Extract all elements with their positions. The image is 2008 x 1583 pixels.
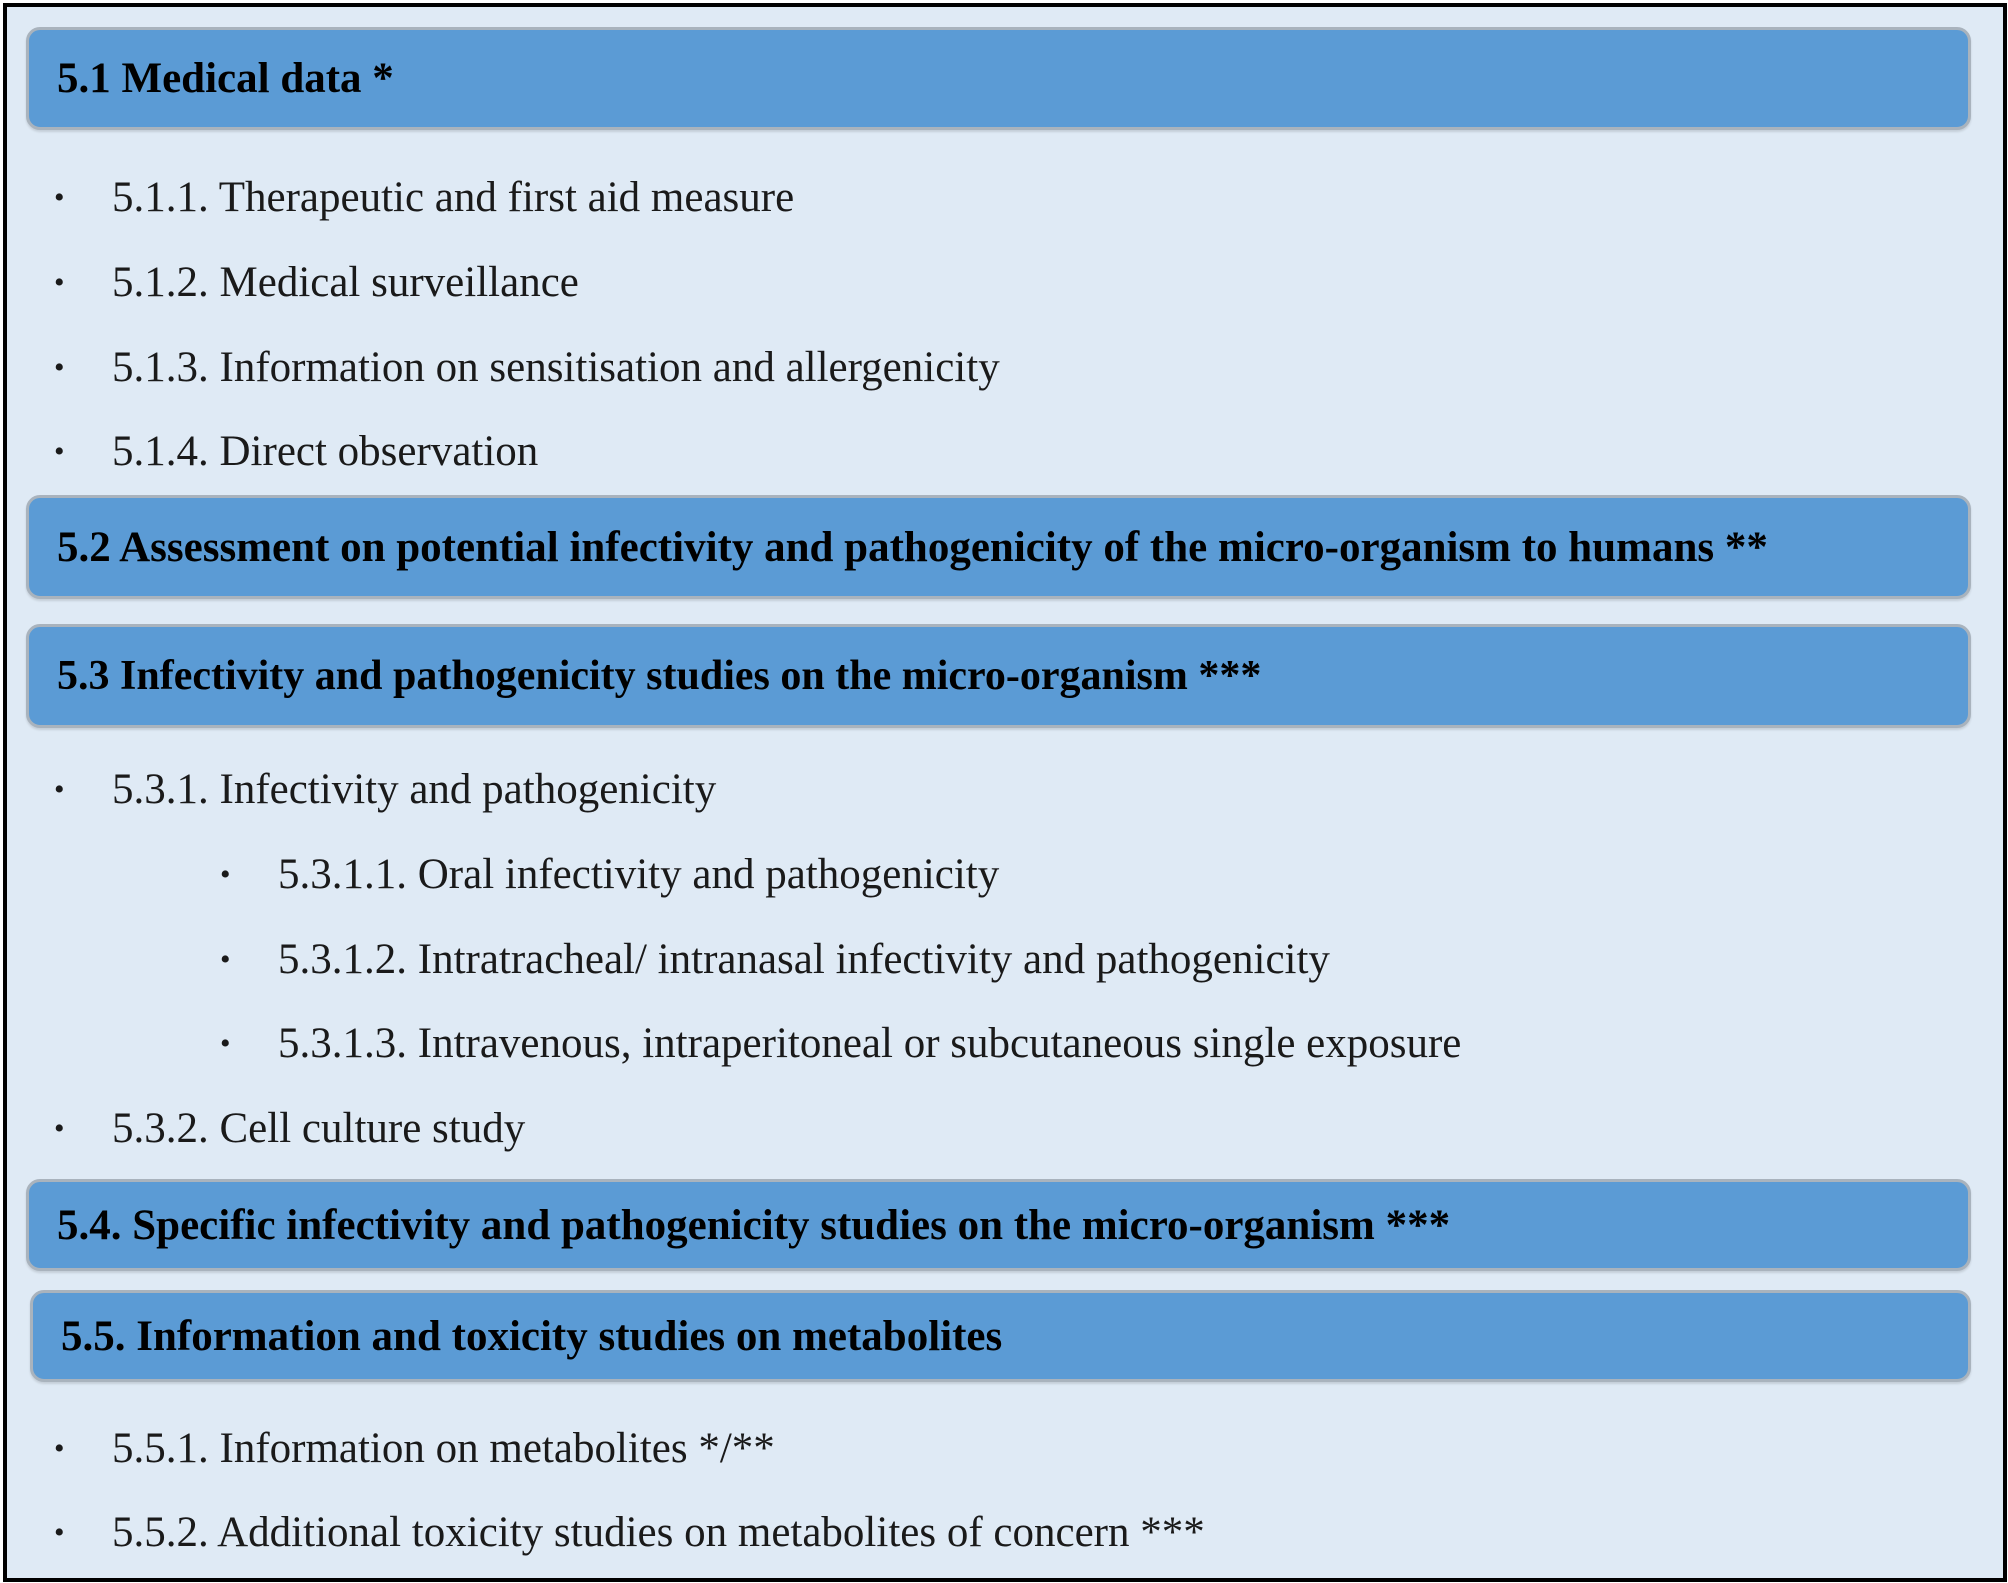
bullet-icon: • [54, 1112, 65, 1145]
bullet-icon: • [220, 943, 231, 976]
section-title-5-2: 5.2 Assessment on potential infectivity and pathogenicity of the micro-organism to humans ** [57, 523, 1768, 571]
bullet-icon: • [54, 435, 65, 468]
bullet-icon: • [220, 858, 231, 891]
section-title-5-4: 5.4. Specific infectivity and pathogenicity studies on the micro-organism *** [57, 1201, 1451, 1249]
list-item-5-1-2: 5.1.2. Medical surveillance [112, 259, 579, 306]
bullet-icon: • [54, 266, 65, 299]
bullet-icon: • [54, 773, 65, 806]
bullet-icon: • [54, 1516, 65, 1549]
section-header-5-3 [26, 624, 1971, 728]
list-item-5-3-1-3: 5.3.1.3. Intravenous, intraperitoneal or subcutaneous single exposure [278, 1020, 1462, 1067]
section-header-5-2 [26, 495, 1971, 599]
list-item-5-1-3: 5.1.3. Information on sensitisation and allergenicity [112, 344, 1000, 391]
list-item-5-5-1: 5.5.1. Information on metabolites */** [112, 1425, 775, 1472]
section-title-5-3: 5.3 Infectivity and pathogenicity studies on the micro-organism *** [57, 653, 1262, 699]
list-item-5-3-1-2: 5.3.1.2. Intratracheal/ intranasal infectivity and pathogenicity [278, 936, 1330, 983]
section-title-5-1: 5.1 Medical data * [57, 55, 394, 102]
bullet-icon: • [54, 181, 65, 214]
bullet-icon: • [54, 1432, 65, 1465]
section-header-5-4 [26, 1179, 1971, 1271]
bullet-icon: • [54, 351, 65, 384]
section-title-5-5: 5.5. Information and toxicity studies on metabolites [61, 1312, 1003, 1360]
bullet-icon: • [220, 1027, 231, 1060]
section-header-5-1 [26, 27, 1971, 130]
list-item-5-3-1-1: 5.3.1.1. Oral infectivity and pathogenicity [278, 851, 1000, 898]
list-item-5-1-1: 5.1.1. Therapeutic and first aid measure [112, 174, 795, 221]
list-item-5-5-2: 5.5.2. Additional toxicity studies on metabolites of concern *** [112, 1509, 1205, 1556]
section-header-5-5 [30, 1290, 1971, 1382]
list-item-5-3-2: 5.3.2. Cell culture study [112, 1105, 526, 1152]
list-item-5-1-4: 5.1.4. Direct observation [112, 428, 539, 475]
list-item-5-3-1: 5.3.1. Infectivity and pathogenicity [112, 766, 717, 813]
